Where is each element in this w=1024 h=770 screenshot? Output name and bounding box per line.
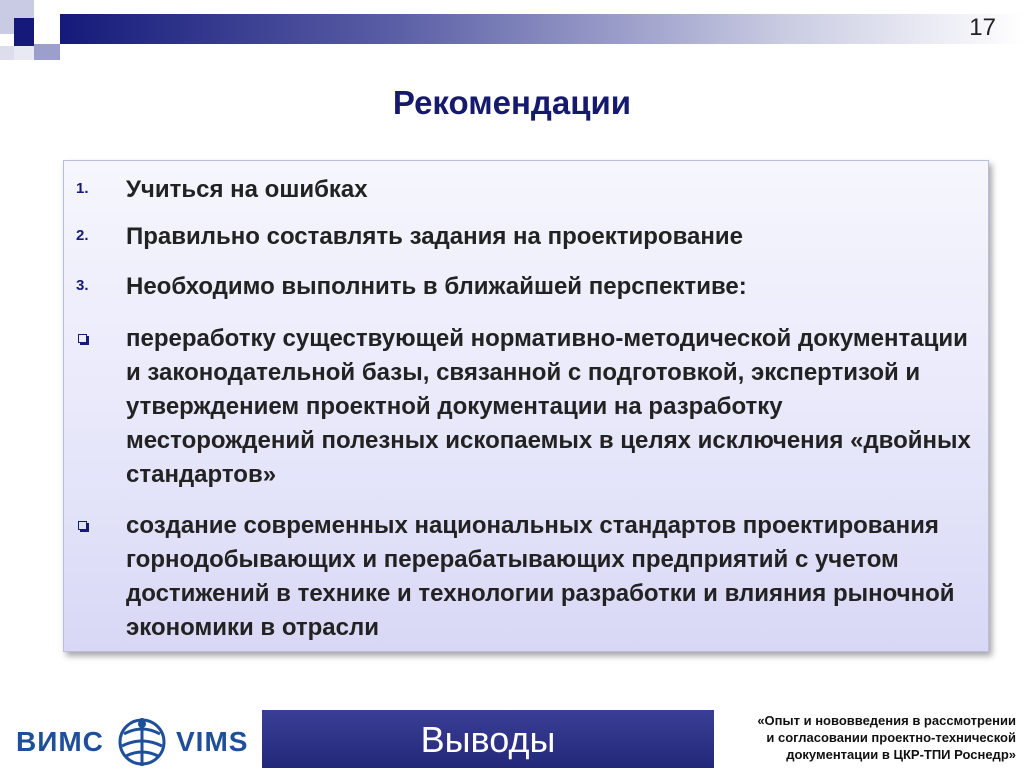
bullet-item-text: переработку существующей нормативно-методической документации и законодательной базы, связанной с подготовкой, экспертизой и утверждением проектной документации на разработку месторождений полезных ископаемых в целях исключения «двойных стандартов» [126,325,971,488]
checkbox-bullet-icon [78,334,87,343]
decor-square [34,44,60,60]
caption-line: и согласовании проектно-технической [766,730,1016,745]
caption-line: «Опыт и нововведения в рассмотрении [757,713,1016,728]
list-number: 3. [76,277,89,294]
logo-text-en: VIMS [176,726,249,757]
list-item-text: Учиться на ошибках [126,176,368,203]
slide-number: 17 [969,14,996,41]
presentation-caption [718,712,1016,763]
caption-line: документации в ЦКР-ТПИ Роснедр» [786,747,1016,762]
list-number: 2. [76,227,89,244]
header-gradient-bar [60,14,1024,44]
section-title: Выводы [420,719,556,760]
vims-emblem-icon [116,716,168,768]
bullet-item-text: создание современных национальных стандартов проектирования горнодобывающих и перерабатывающих предприятий с учетом достижений в технике и технологии разработки и влияния рыночной экономики в отрасли [126,512,955,641]
list-item-text: Необходимо выполнить в ближайшей перспективе: [126,273,747,300]
list-item-text: Правильно составлять задания на проектирование [126,223,743,250]
vims-logo [16,712,261,768]
checkbox-bullet-icon [78,521,87,530]
decor-square [34,14,60,44]
decor-square [0,46,14,60]
list-number: 1. [76,180,89,197]
content-box [63,160,989,652]
decor-square [14,46,34,60]
slide-title: Рекомендации [392,84,632,121]
decor-square [34,0,60,14]
logo-text-ru: ВИМС [16,726,104,757]
decor-square [14,18,34,46]
